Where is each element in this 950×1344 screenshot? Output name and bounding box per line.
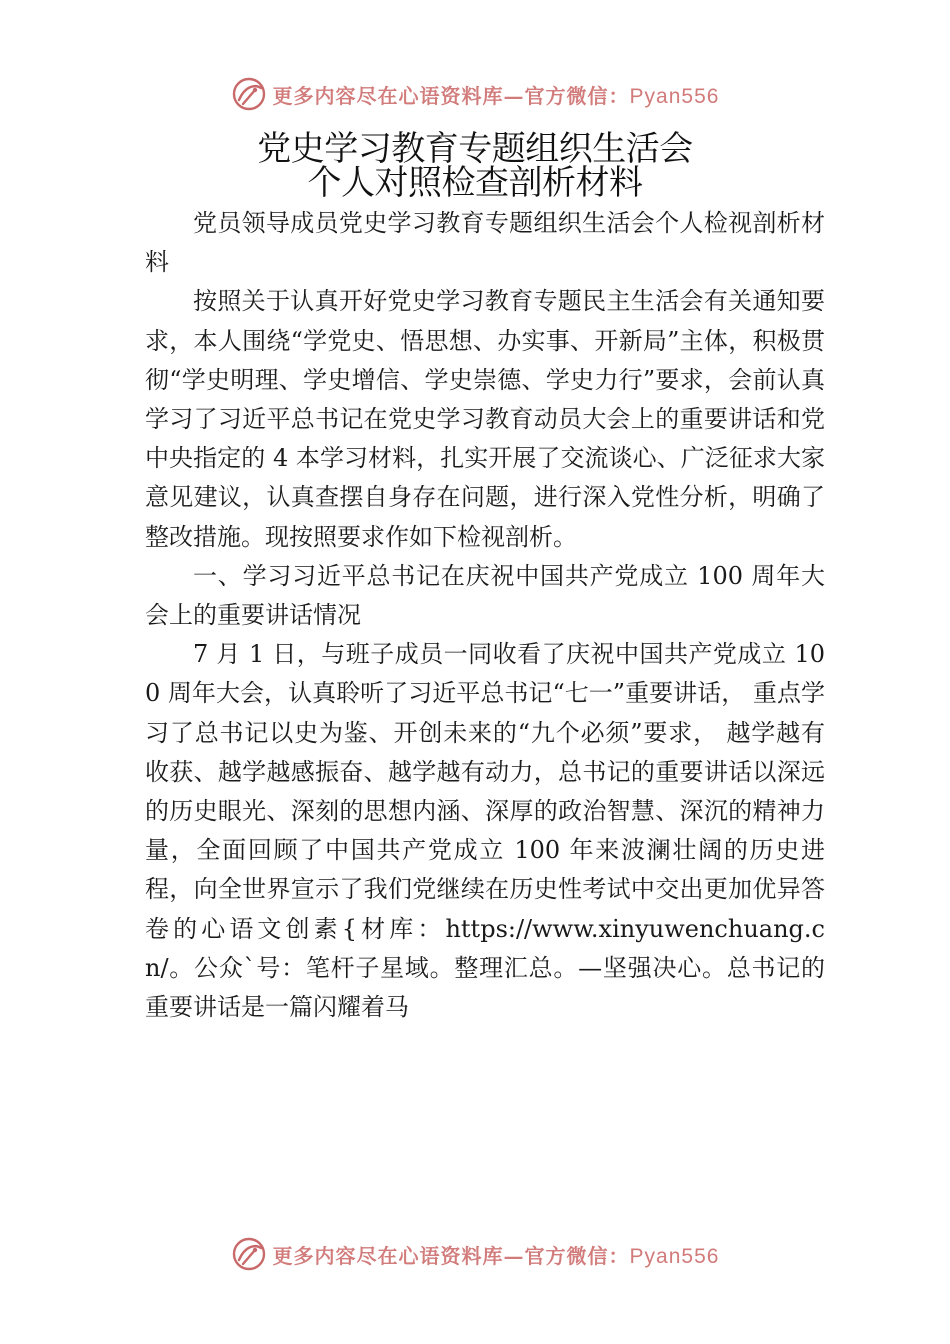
paragraph: 党员领导成员党史学习教育专题组织生活会个人检视剖析材料 — [145, 209, 825, 277]
seal-logo-icon — [231, 1236, 267, 1272]
watermark-wechat-id: Pyan556 — [629, 84, 720, 108]
title-line-1: 党史学习教育专题组织生活会 — [257, 129, 693, 169]
paragraph: 按照关于认真开好党史学习教育专题民主生活会有关通知要求，本人围绕“学党史、悟思想、办实事、开新局”主体，积极贯彻“学史明理、学史增信、学史崇德、学史力行”要求，会前认真学习了习近平总书记在党史学习教育动员大会上的重要讲话和党中央指定的 4 本学习材料，扎实开展了交流谈心、广泛征求大家意见建议，认真查摆自身存在问题，进行深入党性分析，明确了整改措施。现按照要求作如下检视剖析。 — [145, 287, 825, 551]
header-watermark — [0, 72, 950, 116]
title-line-2: 个人对照检查剖析材料 — [307, 163, 643, 203]
seal-logo-icon — [231, 76, 267, 112]
section-heading: 一、学习习近平总书记在庆祝中国共产党成立 100 周年大会上的重要讲话情况 — [145, 561, 825, 630]
document-title — [0, 129, 950, 203]
footer-watermark — [0, 1232, 950, 1276]
paragraph: 7 月 1 日，与班子成员一同收看了庆祝中国共产党成立 100 周年大会，认真聆听了习近平总书记“七一”重要讲话， 重点学习了总书记以史为鉴、开创未来的“九个必须”要求， 越学越有收获、越学越感振奋、越学越有动力，总书记的重要讲话以深远的历史眼光、深刻的思想内涵、深厚的政治智慧、深沉的精神力量，全面回顾了中国共产党成立 100 年来波澜壮阔的历史进程，向全世界宣示了我们党继续在历史性考试中交出更加优异答卷的心语文创素{材库：https://www.xinyuwenchuang.cn/。公众`号：笔杆子星域。整理汇总。—坚强决心。总书记的重要讲话是一篇闪耀着马 — [145, 640, 825, 1022]
watermark-text: 更多内容尽在心语资料库—官方微信：Pyan556 — [272, 83, 720, 108]
document-body — [145, 204, 825, 1027]
watermark-wechat-id: Pyan556 — [629, 1244, 720, 1268]
watermark-text: 更多内容尽在心语资料库—官方微信：Pyan556 — [272, 1243, 720, 1268]
